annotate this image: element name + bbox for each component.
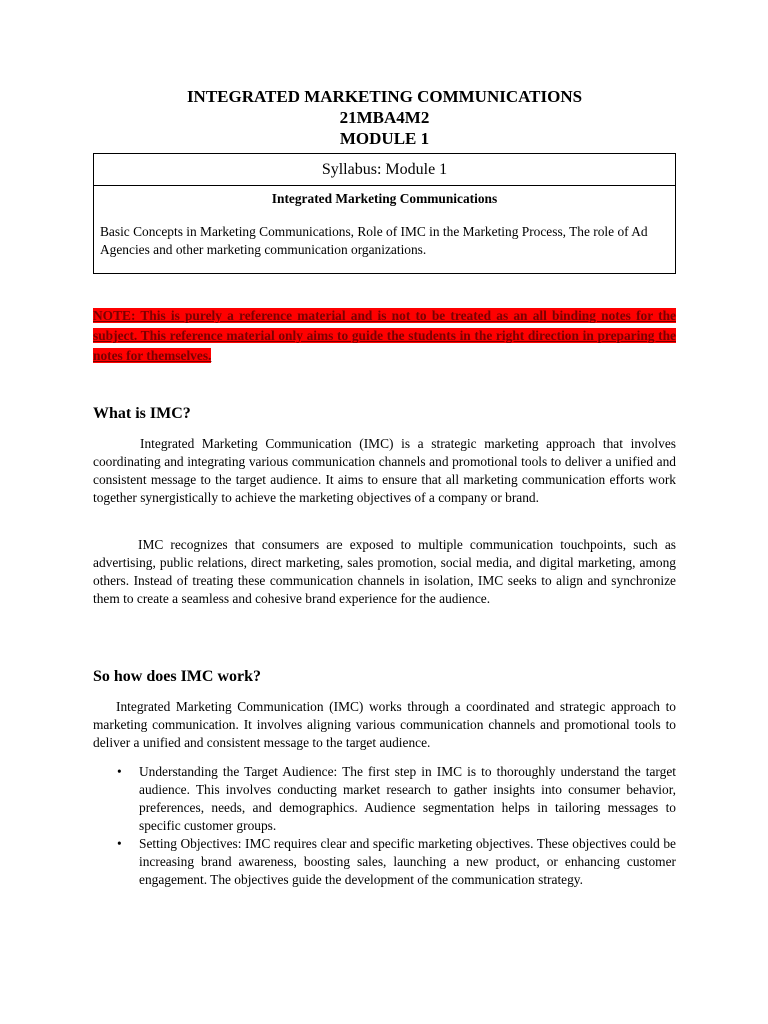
syllabus-box <box>93 153 676 274</box>
list-item <box>93 835 676 889</box>
syllabus-title: Syllabus: Module 1 <box>94 154 675 186</box>
document-title: INTEGRATED MARKETING COMMUNICATIONS <box>186 87 583 106</box>
list-item <box>93 763 676 835</box>
document-header <box>93 86 676 149</box>
imc-steps-list <box>93 763 676 889</box>
bullet-icon: • <box>117 836 122 851</box>
reference-note <box>93 306 676 366</box>
list-item-text: Setting Objectives: IMC requires clear and specific marketing objectives. These objectives could be increasing brand awareness, boosting sales, launching a new product, or enhancing customer engagement. The objectives guide the development of the communication strategy. <box>139 836 676 887</box>
heading-what-is-imc: What is IMC? <box>93 405 191 422</box>
reference-note-text: NOTE: This is purely a reference material and is not to be treated as an all binding notes for the subject. This reference material only aims to guide the students in the right direction in preparing the notes for themselves. <box>93 308 676 363</box>
module-label: MODULE 1 <box>339 129 430 148</box>
course-code: 21MBA4M2 <box>339 108 430 127</box>
paragraph-imc-definition: Integrated Marketing Communication (IMC) is a strategic marketing approach that involves coordinating and integrating various communication channels and promotional tools to deliver a unified and consistent message to the target audience. It aims to ensure that all marketing communication efforts work together synergistically to achieve the marketing objectives of a company or brand. <box>93 436 676 505</box>
paragraph-imc-touchpoints: IMC recognizes that consumers are exposed to multiple communication touchpoints, such as advertising, public relations, direct marketing, sales promotion, social media, and digital marketing, among others. Instead of treating these communication channels in isolation, IMC seeks to align and synchronize them to create a seamless and cohesive brand experience for the audience. <box>93 537 676 606</box>
heading-how-imc-works: So how does IMC work? <box>93 668 262 685</box>
syllabus-subtitle: Integrated Marketing Communications <box>271 191 498 206</box>
syllabus-body: Basic Concepts in Marketing Communications, Role of IMC in the Marketing Process, The role of Ad Agencies and other marketing communication organizations. <box>100 224 648 257</box>
list-item-text: Understanding the Target Audience: The first step in IMC is to thoroughly understand the target audience. This involves conducting market research to gather insights into consumer behavior, preferences, needs, and demographics. Audience segmentation helps in tailoring messages to specific customer groups. <box>139 764 676 833</box>
paragraph-how-imc-works: Integrated Marketing Communication (IMC) works through a coordinated and strategic approach to marketing communication. It involves aligning various communication channels and promotional tools to deliver a unified and consistent message to the target audience. <box>93 699 676 750</box>
bullet-icon: • <box>117 764 122 779</box>
